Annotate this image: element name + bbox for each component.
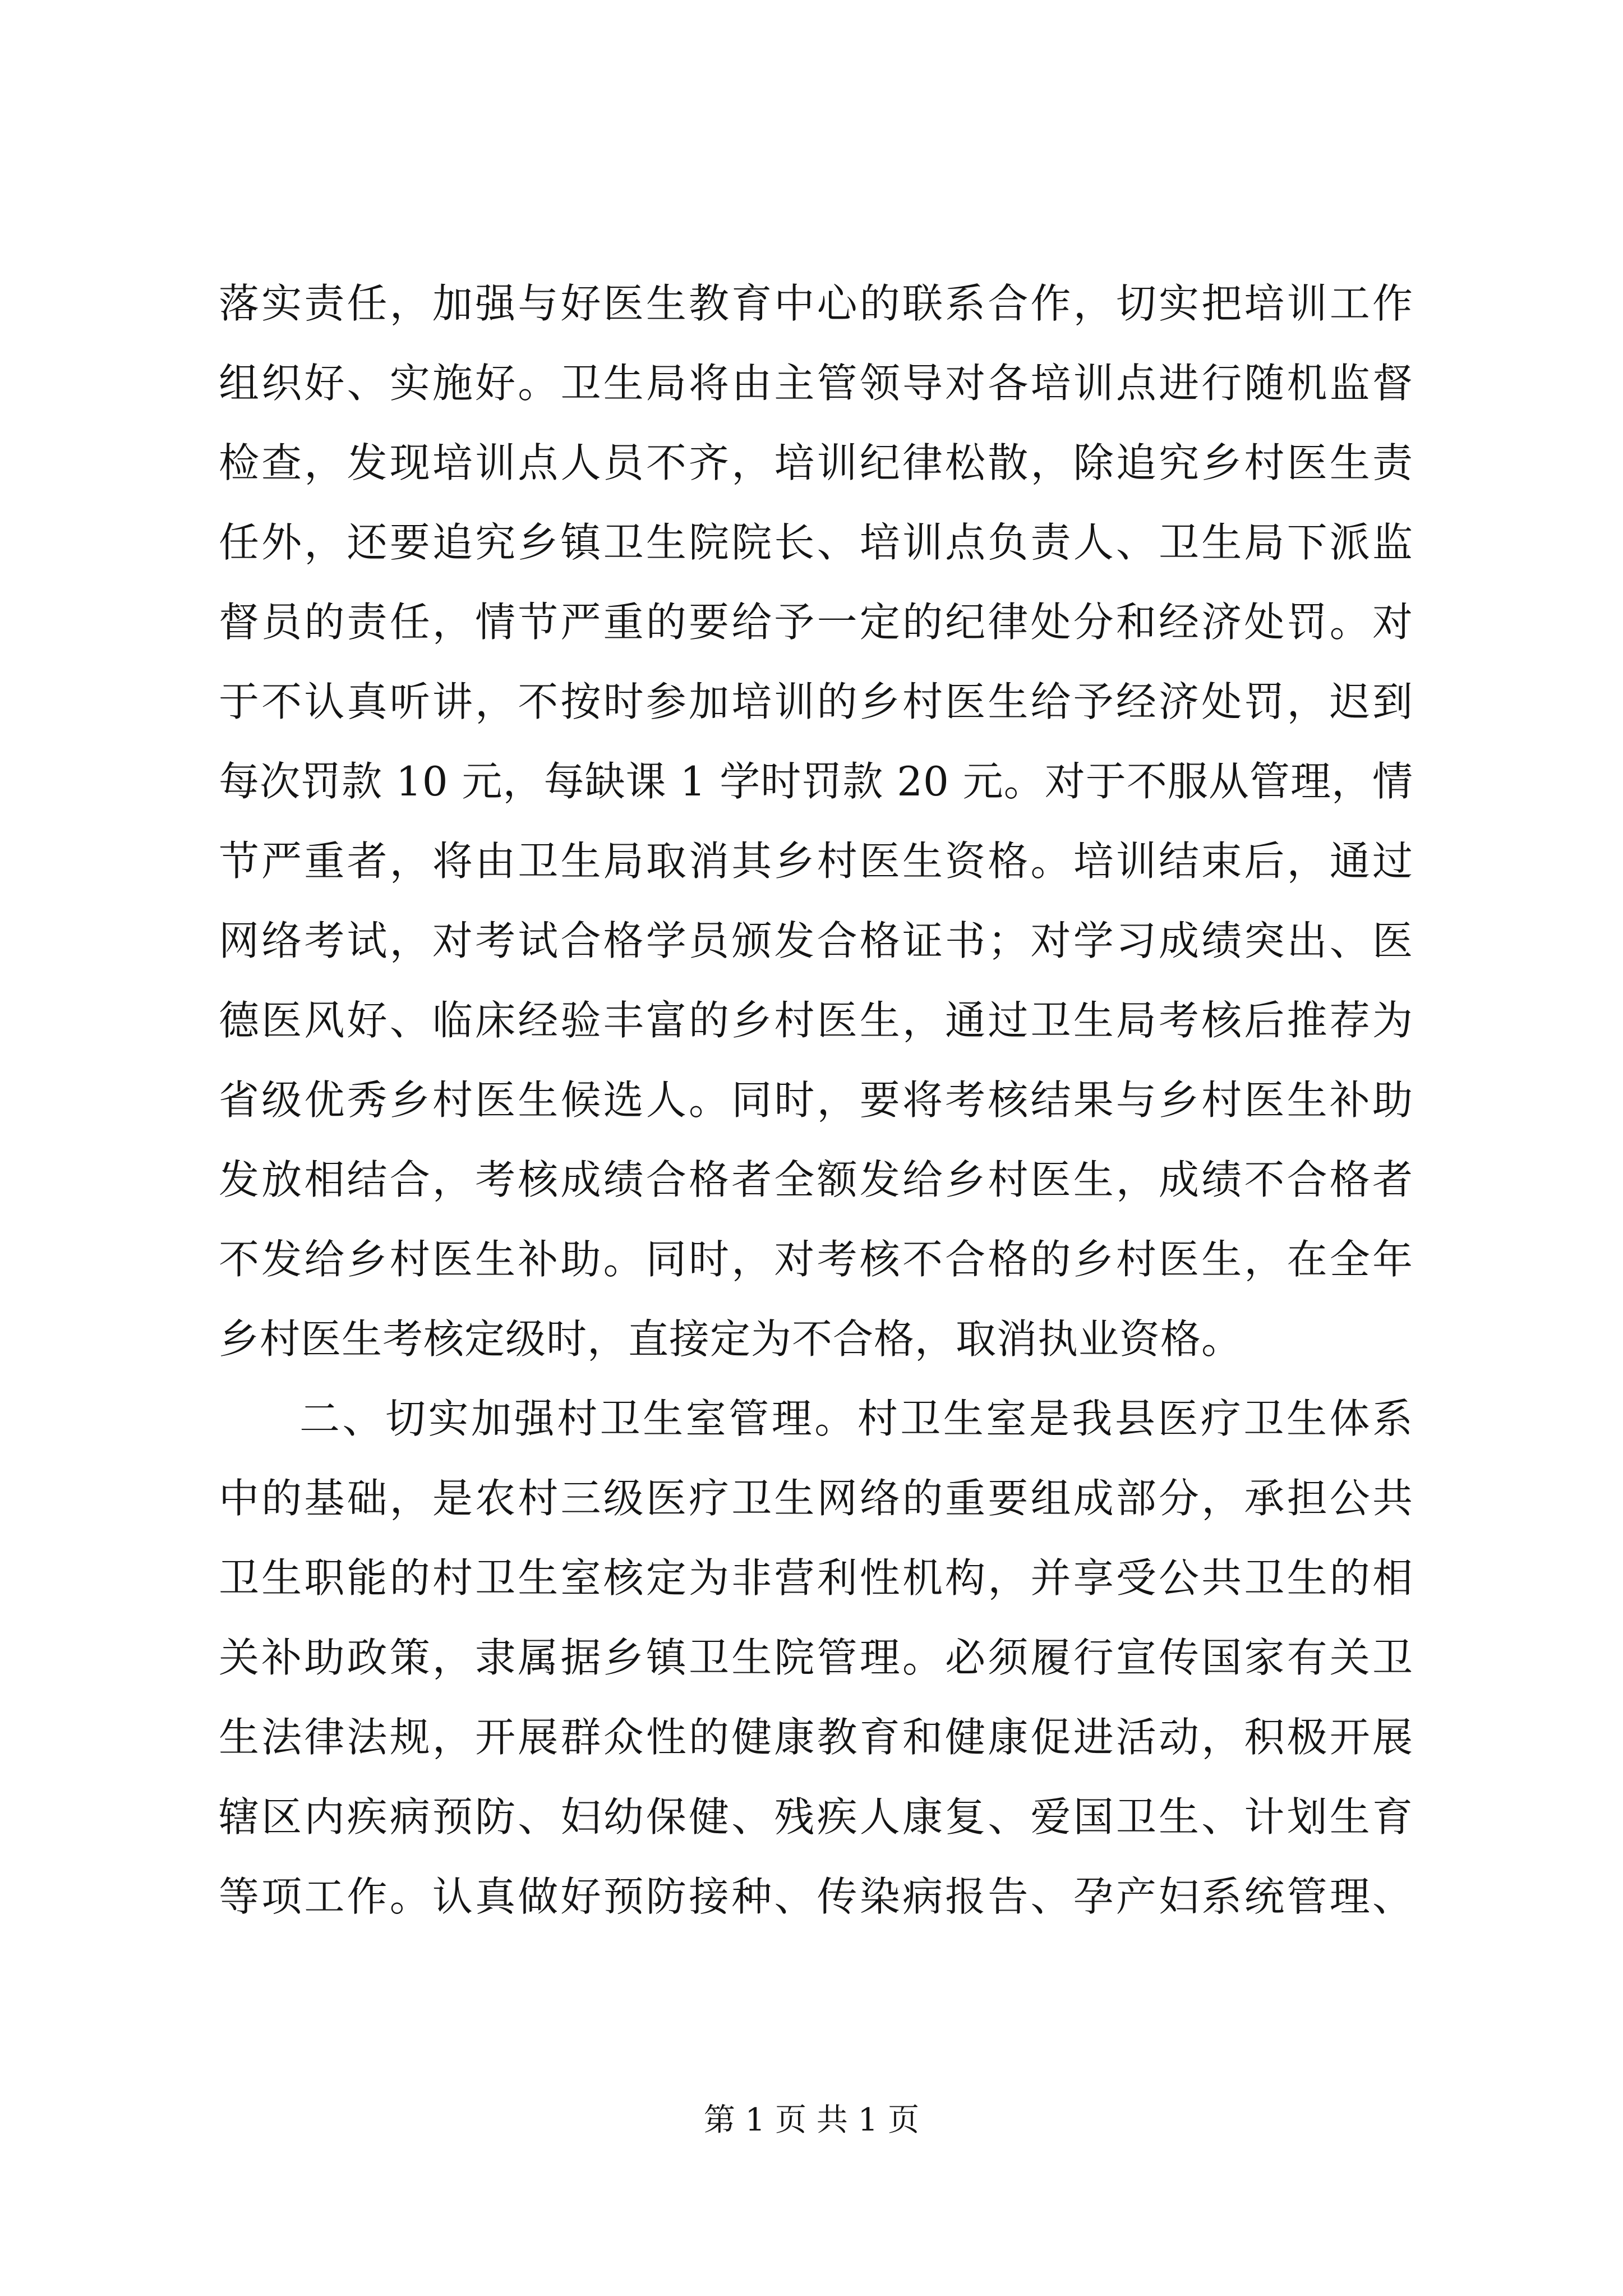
text-line: 卫生职能的村卫生室核定为非营利性机构，并享受公共卫生的相 bbox=[219, 1554, 1413, 1602]
text-line: 中的基础，是农村三级医疗卫生网络的重要组成部分，承担公共 bbox=[219, 1475, 1413, 1522]
text-line: 乡村医生考核定级时，直接定为不合格，取消执业资格。 bbox=[219, 1315, 1243, 1363]
paragraph-1 bbox=[219, 264, 1413, 1379]
text-line: 督员的责任，情节严重的要给予一定的纪律处分和经济处罚。对 bbox=[219, 599, 1413, 646]
text-line: 二、切实加强村卫生室管理。村卫生室是我县医疗卫生体系 bbox=[299, 1395, 1413, 1442]
text-line: 生法律法规，开展群众性的健康教育和健康促进活动，积极开展 bbox=[219, 1714, 1413, 1761]
text-line: 德医风好、临床经验丰富的乡村医生，通过卫生局考核后推荐为 bbox=[219, 997, 1413, 1044]
text-line: 发放相结合，考核成绩合格者全额发给乡村医生，成绩不合格者 bbox=[219, 1156, 1413, 1203]
text-line: 每次罚款 10 元，每缺课 1 学时罚款 20 元。对于不服从管理，情 bbox=[219, 758, 1413, 805]
text-line: 等项工作。认真做好预防接种、传染病报告、孕产妇系统管理、 bbox=[219, 1873, 1413, 1920]
text-line: 落实责任，加强与好医生教育中心的联系合作，切实把培训工作 bbox=[219, 280, 1413, 327]
text-line: 组织好、实施好。卫生局将由主管领导对各培训点进行随机监督 bbox=[219, 360, 1413, 407]
page-number-label: 第 1 页 共 1 页 bbox=[703, 2102, 920, 2138]
text-line: 关补助政策，隶属据乡镇卫生院管理。必须履行宣传国家有关卫 bbox=[219, 1634, 1413, 1681]
text-line: 节严重者，将由卫生局取消其乡村医生资格。培训结束后，通过 bbox=[219, 838, 1413, 885]
document-body bbox=[219, 264, 1413, 1936]
text-line: 不发给乡村医生补助。同时，对考核不合格的乡村医生，在全年 bbox=[219, 1236, 1413, 1283]
text-line: 检查，发现培训点人员不齐，培训纪律松散，除追究乡村医生责 bbox=[219, 439, 1413, 486]
page-footer bbox=[0, 2098, 1623, 2143]
paragraph-2 bbox=[219, 1379, 1413, 1936]
text-line: 任外，还要追究乡镇卫生院院长、培训点负责人、卫生局下派监 bbox=[219, 519, 1413, 566]
text-line: 省级优秀乡村医生候选人。同时，要将考核结果与乡村医生补助 bbox=[219, 1076, 1413, 1124]
text-line: 于不认真听讲，不按时参加培训的乡村医生给予经济处罚，迟到 bbox=[219, 678, 1413, 725]
text-line: 辖区内疾病预防、妇幼保健、残疾人康复、爱国卫生、计划生育 bbox=[219, 1793, 1413, 1841]
text-line: 网络考试，对考试合格学员颁发合格证书；对学习成绩突出、医 bbox=[219, 917, 1413, 964]
